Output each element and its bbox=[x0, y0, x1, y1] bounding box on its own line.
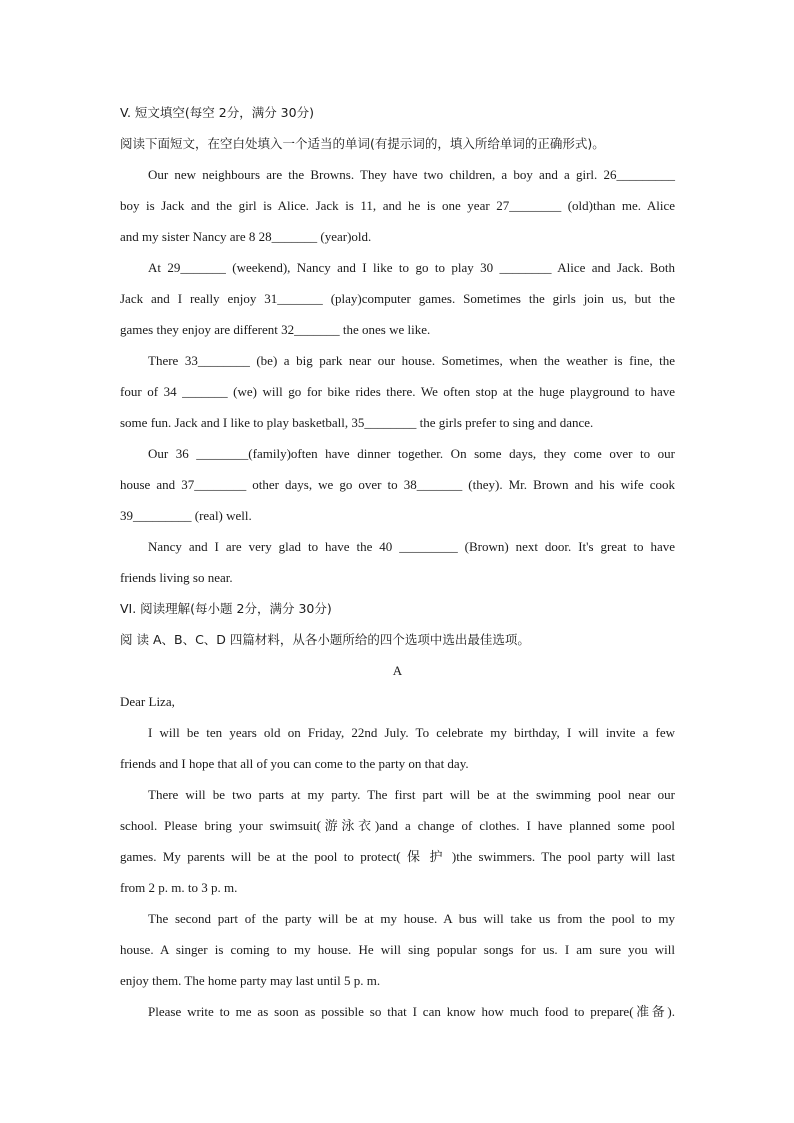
passage-line: four of 34 _______ (we) will go for bike rides there. We often stop at the huge playground to have bbox=[120, 384, 675, 399]
section-6-title: VI. 阅读理解(每小题 2分，满分 30分) bbox=[120, 601, 332, 616]
passage-line: and my sister Nancy are 8 28_______ (year)old. bbox=[120, 229, 372, 244]
section-5-instruction: 阅读下面短文，在空白处填入一个适当的单词(有提示词的，填入所给单词的正确形式)。 bbox=[120, 136, 605, 151]
passage-line: Our 36 ________(family)often have dinner together. On some days, they come over to our bbox=[148, 446, 675, 461]
letter-line: enjoy them. The home party may last until 5 p. m. bbox=[120, 973, 381, 988]
document-page bbox=[120, 97, 675, 1027]
passage-line: Our new neighbours are the Browns. They have two children, a boy and a girl. 26_________ bbox=[148, 167, 675, 182]
passage-line: Jack and I really enjoy 31_______ (play)computer games. Sometimes the girls join us, but the bbox=[120, 291, 675, 306]
letter-line: house. A singer is coming to my house. He will sing popular songs for us. I am sure you will bbox=[120, 942, 675, 957]
passage-line: house and 37________ other days, we go over to 38_______ (they). Mr. Brown and his wife cook bbox=[120, 477, 675, 492]
passage-line: games they enjoy are different 32_______ the ones we like. bbox=[120, 322, 431, 337]
letter-line: friends and I hope that all of you can come to the party on that day. bbox=[120, 756, 469, 771]
letter-line: There will be two parts at my party. The first part will be at the swimming pool near our bbox=[148, 787, 675, 802]
letter-line: school. Please bring your swimsuit(游泳衣)and a change of clothes. I have planned some pool bbox=[120, 818, 675, 833]
section-6-instruction: 阅 读 A、B、C、D 四篇材料，从各小题所给的四个选项中选出最佳选项。 bbox=[120, 632, 530, 647]
letter-line: games. My parents will be at the pool to protect( 保 护 )the swimmers. The pool party will last bbox=[120, 849, 675, 864]
letter-line: The second part of the party will be at my house. A bus will take us from the pool to my bbox=[148, 911, 675, 926]
letter-greeting: Dear Liza, bbox=[120, 694, 175, 709]
passage-line: 39_________ (real) well. bbox=[120, 508, 252, 523]
letter-line: from 2 p. m. to 3 p. m. bbox=[120, 880, 238, 895]
section-5-title: V. 短文填空(每空 2分，满分 30分) bbox=[120, 105, 314, 120]
passage-line: Nancy and I are very glad to have the 40 _________ (Brown) next door. It's great to have bbox=[148, 539, 675, 554]
passage-label: A bbox=[392, 663, 403, 678]
passage-line: friends living so near. bbox=[120, 570, 233, 585]
passage-line: some fun. Jack and I like to play basketball, 35________ the girls prefer to sing and dance. bbox=[120, 415, 594, 430]
passage-line: There 33________ (be) a big park near our house. Sometimes, when the weather is fine, the bbox=[148, 353, 675, 368]
letter-line: Please write to me as soon as possible so that I can know how much food to prepare(准备). bbox=[148, 1004, 675, 1019]
passage-line: At 29_______ (weekend), Nancy and I like to go to play 30 ________ Alice and Jack. Both bbox=[148, 260, 675, 275]
passage-line: boy is Jack and the girl is Alice. Jack is 11, and he is one year 27________ (old)than me. Alice bbox=[120, 198, 675, 213]
letter-line: I will be ten years old on Friday, 22nd July. To celebrate my birthday, I will invite a few bbox=[148, 725, 675, 740]
